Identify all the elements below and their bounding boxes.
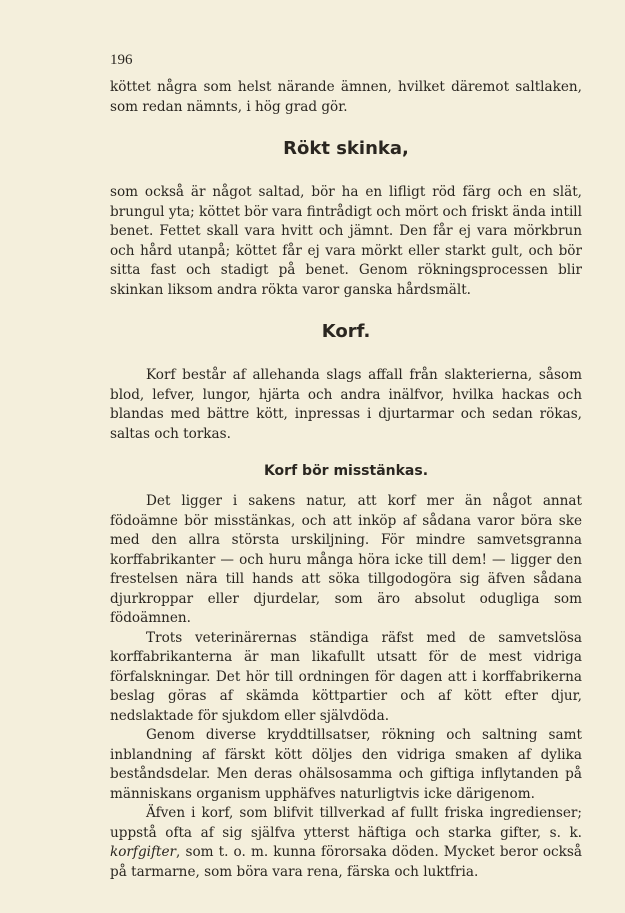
paragraph-7-part-a: Äfven i korf, som blifvit tillverkad af fullt friska ingredienser; uppstå ofta af sig själfva ytterst häftiga och starka gifter, s. k.: [110, 805, 582, 841]
paragraph-3: Korf består af allehanda slags affall från slakterierna, såsom blod, lefver, lungor, hjärta och andra inälfvor, hvilka hackas och blandas med bättre kött, inpressas i djurtarmar och sedan rökas, saltas och torkas.: [110, 367, 582, 442]
page-content: [110, 50, 582, 882]
paragraph-5: Trots veterinärernas ständiga räfst med de samvetslösa korffabrikanterna är man likafullt utsatt för de mest vidriga förfalskningar. Det hör till ordningen för dagen att i korffabrikerna beslag göras af skämda köttpartier och af kött efter djur, nedslaktade för sjukdom eller självdöda.: [110, 629, 582, 724]
heading-korf: Korf.: [321, 321, 371, 342]
term-korfgifter: korfgifter: [110, 844, 177, 860]
heading-rokt-skinka: Rökt skinka,: [283, 138, 409, 159]
paragraph-6: Genom diverse kryddtillsatser, rökning och saltning samt inblandning af färskt kött döljes den vidriga smaken af dylika beståndsdelar. Men deras ohälsosamma och giftiga inflytanden på människans organism upphäfves naturligtvis icke därigenom.: [110, 727, 582, 802]
paragraph-4: Det ligger i sakens natur, att korf mer än något annat födoämne bör misstänkas, och att inköp af sådana varor böra ske med den allra största urskiljning. För mindre samvetsgranna korffabrikanter — och huru många höra icke till dem! — ligger den frestelsen nära till hands att söka tillgodogöra sig äfven sådana djurkroppar eller djurdelar, som äro absolut odugliga som födoämnen.: [110, 493, 582, 626]
page-number: 196: [110, 52, 133, 68]
paragraph-7: [110, 804, 582, 882]
paragraph-1: köttet några som helst närande ämnen, hvilket däremot saltlaken, som redan nämnts, i hög grad gör.: [110, 79, 582, 115]
paragraph-2: som också är något saltad, bör ha en lifligt röd färg och en slät, brungul yta; köttet bör vara fintrådigt och mört och friskt ända intill benet. Fettet skall vara hvitt och jämnt. Den får ej vara mörkbrun och hård utanpå; köttet får ej vara mörkt eller starkt gult, och bör sitta fast och stadigt på benet. Genom rökningsprocessen blir skinkan liksom andra rökta varor ganska hårdsmält.: [110, 184, 582, 298]
paragraph-7-part-b: , som t. o. m. kunna förorsaka döden. Mycket beror också på tarmarne, som böra vara rena, färska och luktfria.: [110, 844, 582, 880]
heading-korf-misstankas: Korf bör misstänkas.: [263, 463, 429, 479]
